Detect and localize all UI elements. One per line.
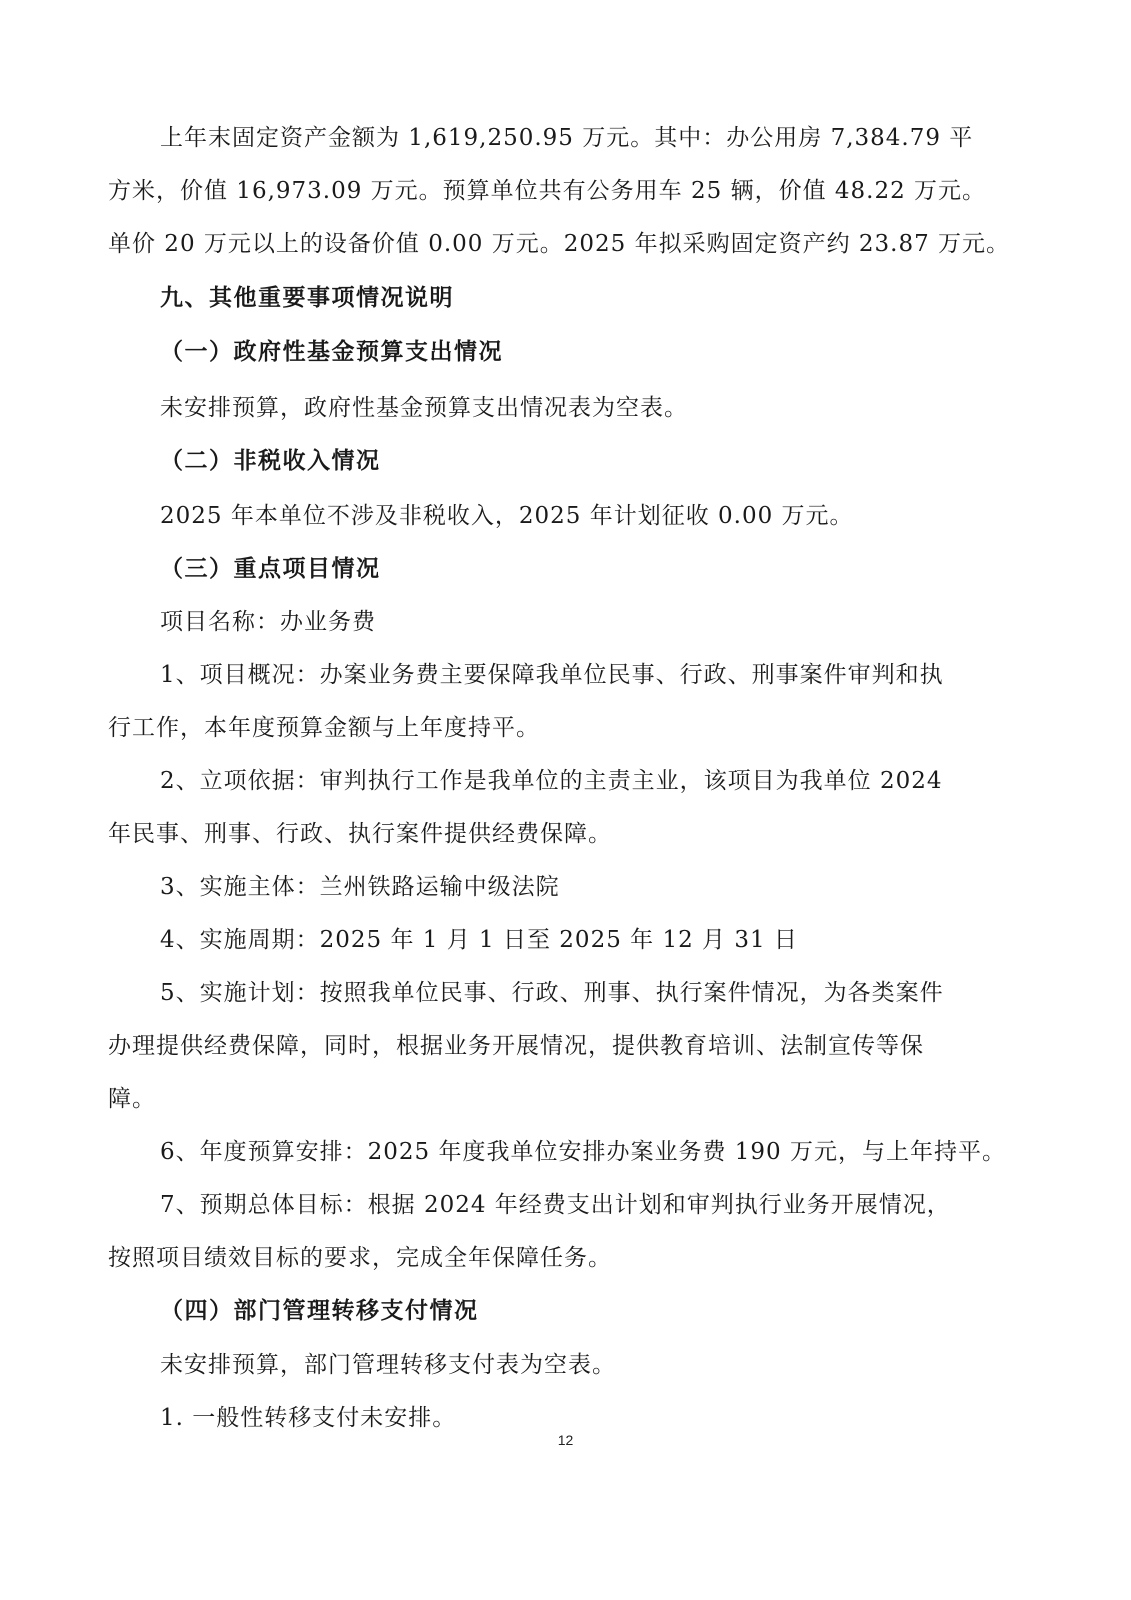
item-6: 6、年度预算安排：2025 年度我单位安排办案业务费 190 万元，与上年持平。 [160,1139,1006,1165]
item-7-line-1: 7、预期总体目标：根据 2024 年经费支出计划和审判执行业务开展情况， [160,1192,951,1218]
section-9-heading: 九、其他重要事项情况说明 [160,285,454,311]
item-5-line-3: 障。 [108,1086,156,1112]
assets-paragraph-line-1: 上年末固定资产金额为 1,619,250.95 万元。其中：办公用房 7,384.79 平 [160,125,974,151]
item-1-line-1: 1、项目概况：办案业务费主要保障我单位民事、行政、刑事案件审判和执 [160,662,944,688]
subsection-1-text: 未安排预算，政府性基金预算支出情况表为空表。 [160,395,688,421]
subsection-4-text: 未安排预算，部门管理转移支付表为空表。 [160,1352,616,1378]
assets-paragraph-line-2: 方米，价值 16,973.09 万元。预算单位共有公务用车 25 辆，价值 48.22 万元。 [108,178,987,204]
assets-paragraph-line-3: 单价 20 万元以上的设备价值 0.00 万元。2025 年拟采购固定资产约 23.87 万元。 [108,231,1011,257]
item-1-line-2: 行工作，本年度预算金额与上年度持平。 [108,715,540,741]
project-name: 项目名称：办业务费 [160,609,376,635]
page-number: 12 [557,1432,574,1448]
item-5-line-2: 办理提供经费保障，同时，根据业务开展情况，提供教育培训、法制宣传等保 [108,1033,924,1059]
item-5-line-1: 5、实施计划：按照我单位民事、行政、刑事、执行案件情况，为各类案件 [160,980,944,1006]
item-2-line-2: 年民事、刑事、行政、执行案件提供经费保障。 [108,821,612,847]
item-2-line-1: 2、立项依据：审判执行工作是我单位的主责主业，该项目为我单位 2024 [160,768,943,794]
subsection-2-heading: （二）非税收入情况 [160,448,381,474]
item-7-line-2: 按照项目绩效目标的要求，完成全年保障任务。 [108,1245,612,1271]
item-4: 4、实施周期：2025 年 1 月 1 日至 2025 年 12 月 31 日 [160,927,798,953]
subsection-1-heading: （一）政府性基金预算支出情况 [160,339,503,365]
item-3: 3、实施主体：兰州铁路运输中级法院 [160,874,560,900]
subsection-4-item-1: 1. 一般性转移支付未安排。 [160,1405,457,1431]
subsection-3-heading: （三）重点项目情况 [160,556,381,582]
subsection-4-heading: （四）部门管理转移支付情况 [160,1298,479,1324]
subsection-2-text: 2025 年本单位不涉及非税收入，2025 年计划征收 0.00 万元。 [160,503,854,529]
